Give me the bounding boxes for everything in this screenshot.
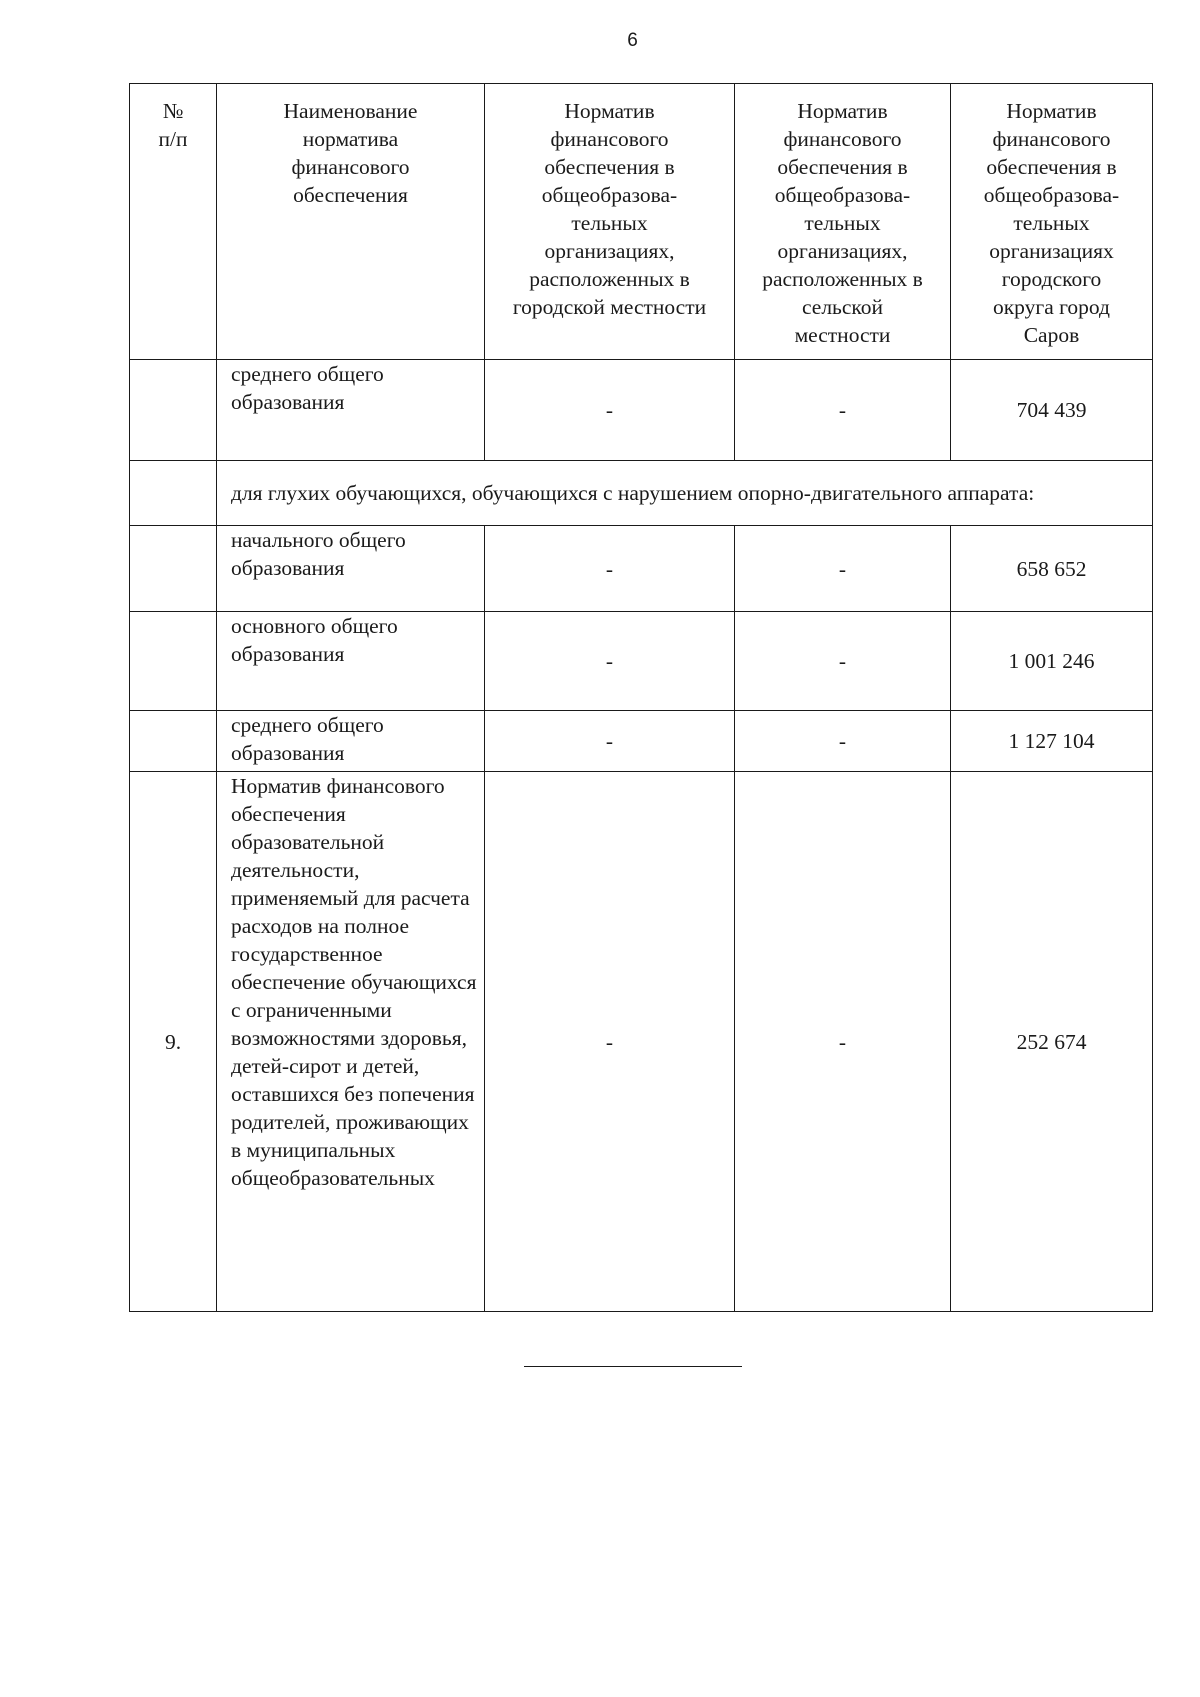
row-name: начального общего образования — [217, 526, 485, 612]
row-num — [130, 360, 217, 461]
row-name: Норматив финансового обеспечения образовательной деятельности, применяемый для расчета расходов на полное государственное обеспечение обучающихся с ограниченными возможностями здоровья, детей-сирот и детей, оставшихся без попечения родителей, проживающих в муниципальных общеобразовательных — [217, 772, 485, 1312]
row-name: среднего общего образования — [217, 711, 485, 772]
row-name: среднего общего образования — [217, 360, 485, 461]
normatives-table — [129, 83, 1153, 1312]
table-row — [130, 612, 1153, 711]
row-urban: - — [485, 526, 735, 612]
row-rural: - — [735, 772, 951, 1312]
header-name: Наименование норматива финансового обеспечения — [217, 84, 485, 360]
row-urban: - — [485, 360, 735, 461]
row-urban: - — [485, 711, 735, 772]
row-rural: - — [735, 612, 951, 711]
page-number: 6 — [627, 30, 638, 51]
header-urban: Норматив финансового обеспечения в общеобразова-тельных организациях, расположенных в городской местности — [485, 84, 735, 360]
footer-rule-divider — [524, 1366, 742, 1367]
table-row — [130, 772, 1153, 1312]
row-name: основного общего образования — [217, 612, 485, 711]
table-header-row — [130, 84, 1153, 360]
row-sarov: 252 674 — [951, 772, 1153, 1312]
row-sarov: 1 127 104 — [951, 711, 1153, 772]
table-row-subheading — [130, 461, 1153, 526]
row-rural: - — [735, 711, 951, 772]
row-urban: - — [485, 612, 735, 711]
row-num — [130, 711, 217, 772]
table-row — [130, 360, 1153, 461]
header-num: № п/п — [130, 84, 217, 360]
row-rural: - — [735, 526, 951, 612]
row-num — [130, 526, 217, 612]
subheading-text: для глухих обучающихся, обучающихся с нарушением опорно-двигательного аппарата: — [217, 461, 1153, 526]
row-sarov: 1 001 246 — [951, 612, 1153, 711]
table-row — [130, 711, 1153, 772]
row-sarov: 704 439 — [951, 360, 1153, 461]
header-rural: Норматив финансового обеспечения в общеобразова-тельных организациях, расположенных в сельской местности — [735, 84, 951, 360]
row-num — [130, 612, 217, 711]
row-rural: - — [735, 360, 951, 461]
table-row — [130, 526, 1153, 612]
row-num — [130, 461, 217, 526]
row-sarov: 658 652 — [951, 526, 1153, 612]
header-sarov: Норматив финансового обеспечения в общеобразова-тельных организациях городского округа город Саров — [951, 84, 1153, 360]
row-num: 9. — [130, 772, 217, 1312]
row-urban: - — [485, 772, 735, 1312]
